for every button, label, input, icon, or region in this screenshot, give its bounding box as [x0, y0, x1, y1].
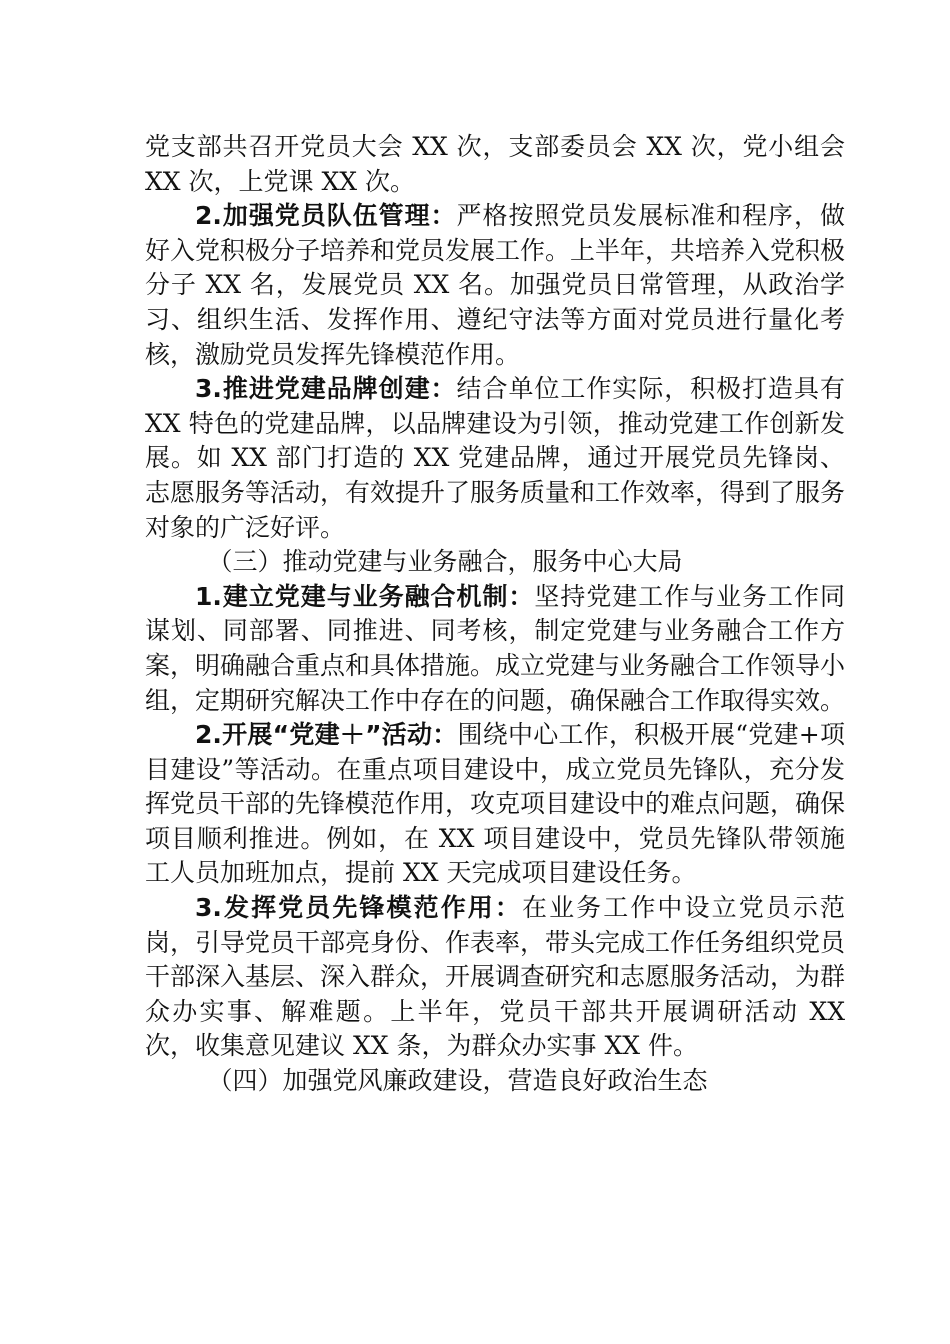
- paragraph-member-management: [145, 199, 845, 372]
- paragraph-heading: 2.加强党员队伍管理：: [195, 201, 457, 231]
- paragraph-text: 在业务工作中设立党员示范岗，引导党员干部亮身份、作表率，带头完成工作任务组织党员干部深入基层、深入群众，开展调查研究和志愿服务活动，为群众办实事、解难题。上半年，党员干部共开展调研活动 XX 次，收集意见建议 XX 条，为群众办实事 XX 件。: [145, 893, 846, 1061]
- paragraph-meetings: [145, 130, 845, 199]
- document-body: [145, 130, 845, 1099]
- paragraph-text: 党支部共召开党员大会 XX 次，支部委员会 XX 次，党小组会 XX 次，上党课 XX 次。: [145, 132, 845, 196]
- paragraph-heading: 3.发挥党员先锋模范作用：: [195, 893, 522, 923]
- paragraph-text: 严格按照党员发展标准和程序，做好入党积极分子培养和党员发展工作。上半年，共培养入党积极分子 XX 名，发展党员 XX 名。加强党员日常管理，从政治学习、组织生活、发挥作用、遵纪守法等方面对党员进行量化考核，激励党员发挥先锋模范作用。: [145, 201, 846, 369]
- paragraph-party-plus-activities: [145, 718, 845, 891]
- paragraph-heading: 1.建立党建与业务融合机制：: [195, 581, 535, 611]
- paragraph-vanguard-role: [145, 891, 845, 1064]
- paragraph-integration-mechanism: [145, 580, 845, 718]
- section-heading-four: （四）加强党风廉政建设，营造良好政治生态: [207, 1066, 708, 1096]
- paragraph-heading: 3.推进党建品牌创建：: [195, 374, 457, 404]
- paragraph-text: 围绕中心工作，积极开展“党建+项目建设”等活动。在重点项目建设中，成立党员先锋队，充分发挥党员干部的先锋模范作用，攻克项目建设中的难点问题，确保项目顺利推进。例如，在 XX 项目建设中，党员先锋队带领施工人员加班加点，提前 XX 天完成项目建设任务。: [145, 720, 846, 888]
- section-heading-three: （三）推动党建与业务融合，服务中心大局: [207, 547, 683, 577]
- paragraph-text: 结合单位工作实际，积极打造具有 XX 特色的党建品牌，以品牌建设为引领，推动党建工作创新发展。如 XX 部门打造的 XX 党建品牌，通过开展党员先锋岗、志愿服务等活动，有效提升了服务质量和工作效率，得到了服务对象的广泛好评。: [145, 374, 846, 542]
- paragraph-heading: 2.开展“党建＋”活动：: [195, 720, 458, 750]
- paragraph-text: 坚持党建工作与业务工作同谋划、同部署、同推进、同考核，制定党建与业务融合工作方案，明确融合重点和具体措施。成立党建与业务融合工作领导小组，定期研究解决工作中存在的问题，确保融合工作取得实效。: [145, 581, 846, 715]
- paragraph-brand-building: [145, 372, 845, 545]
